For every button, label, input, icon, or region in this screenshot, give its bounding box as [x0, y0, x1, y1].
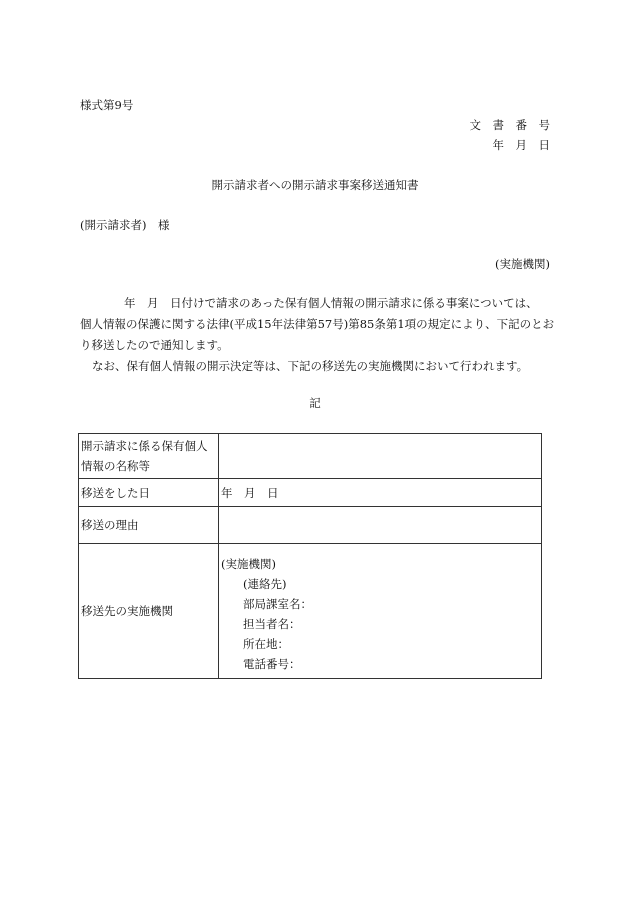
issuing-agency: (実施機関) [495, 257, 550, 271]
body-paragraph-2: なお、保有個人情報の開示決定等は、下記の移送先の実施機関において行われます。 [92, 359, 529, 373]
dest-department: 部局課室名： [243, 597, 312, 611]
form-number: 様式第9号 [80, 98, 134, 112]
dest-phone: 電話番号： [243, 657, 301, 671]
body-line-2: 個人情報の保護に関する法律(平成15年法律第57号)第85条第1項の規定により、下記のとお [80, 317, 555, 331]
table-row [79, 434, 542, 479]
table-row [79, 479, 542, 507]
table-value-destination [219, 544, 542, 679]
document-title: 開示請求者への開示請求事案移送通知書 [211, 178, 419, 192]
table-label-transfer-reason: 移送の理由 [79, 507, 219, 544]
table-label-info-name: 開示請求に係る保有個人情報の名称等 [79, 434, 219, 479]
body-line-1: 年 月 日付けで請求のあった保有個人情報の開示請求に係る事案については、 [124, 296, 538, 310]
table-value-info-name [219, 434, 542, 479]
document-number-label: 文 書 番 号 [469, 118, 550, 132]
dest-person: 担当者名： [243, 617, 301, 631]
body-paragraph-1 [80, 293, 556, 356]
table-label-transfer-date: 移送をした日 [79, 479, 219, 507]
addressee: (開示請求者) 様 [80, 218, 170, 232]
dest-contact: (連絡先) [243, 577, 287, 591]
document-date-label: 年 月 日 [492, 138, 550, 152]
table-row [79, 507, 542, 544]
body-line-3: り移送したので通知します。 [80, 338, 229, 352]
ki-heading: 記 [309, 396, 321, 410]
transfer-details-table [78, 433, 542, 679]
dest-address: 所在地： [243, 637, 289, 651]
table-value-transfer-reason [219, 507, 542, 544]
table-label-destination: 移送先の実施機関 [79, 544, 219, 679]
table-value-transfer-date: 年 月 日 [219, 479, 542, 507]
table-row [79, 544, 542, 679]
dest-agency: (実施機関) [221, 557, 276, 571]
